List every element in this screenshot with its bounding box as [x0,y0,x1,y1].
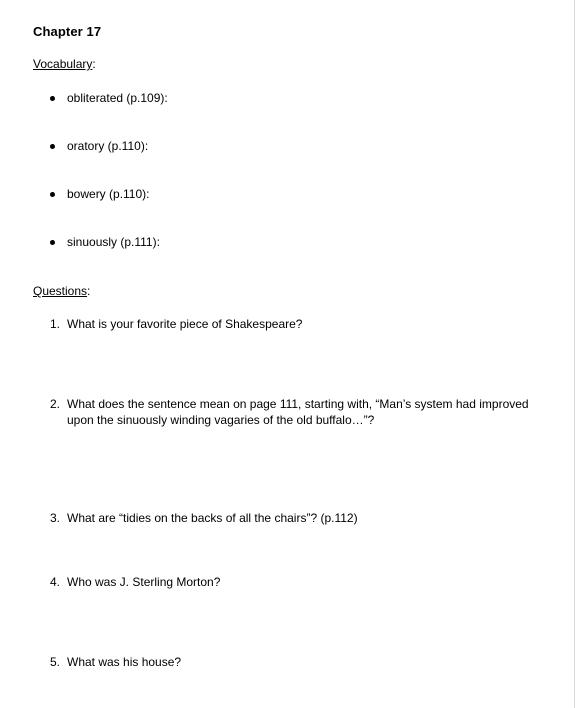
vocab-item-text: obliterated (p.109): [67,91,168,105]
question-number: 2. [50,397,61,411]
vocab-item-text: bowery (p.110): [67,187,150,201]
vocabulary-heading-label: Vocabulary [33,57,93,71]
vocabulary-heading [33,57,96,71]
bullet-icon [50,96,55,101]
question-number: 1. [50,317,61,331]
vocab-item-text: sinuously (p.111): [67,235,160,249]
question-number: 4. [50,575,61,589]
vocabulary-heading-colon: : [92,57,96,71]
question-text: Who was J. Sterling Morton? [67,575,221,589]
questions-heading [33,284,90,298]
bullet-icon [50,240,55,245]
question-text: What is your favorite piece of Shakespeare? [67,317,303,331]
bullet-icon [50,144,55,149]
bullet-icon [50,192,55,197]
question-text: What does the sentence mean on page 111, starting with, “Man’s system had improved upon the sinuously winding vagaries of the old buffalo…”? [67,397,529,427]
question-text: What are “tidies on the backs of all the chairs”? (p.112) [67,511,358,525]
questions-heading-label: Questions [33,284,88,298]
chapter-title: Chapter 17 [33,24,102,39]
questions-heading-colon: : [87,284,91,298]
question-number: 3. [50,511,61,525]
vocab-item-text: oratory (p.110): [67,139,149,153]
question-text: What was his house? [67,655,182,669]
question-number: 5. [50,655,61,669]
